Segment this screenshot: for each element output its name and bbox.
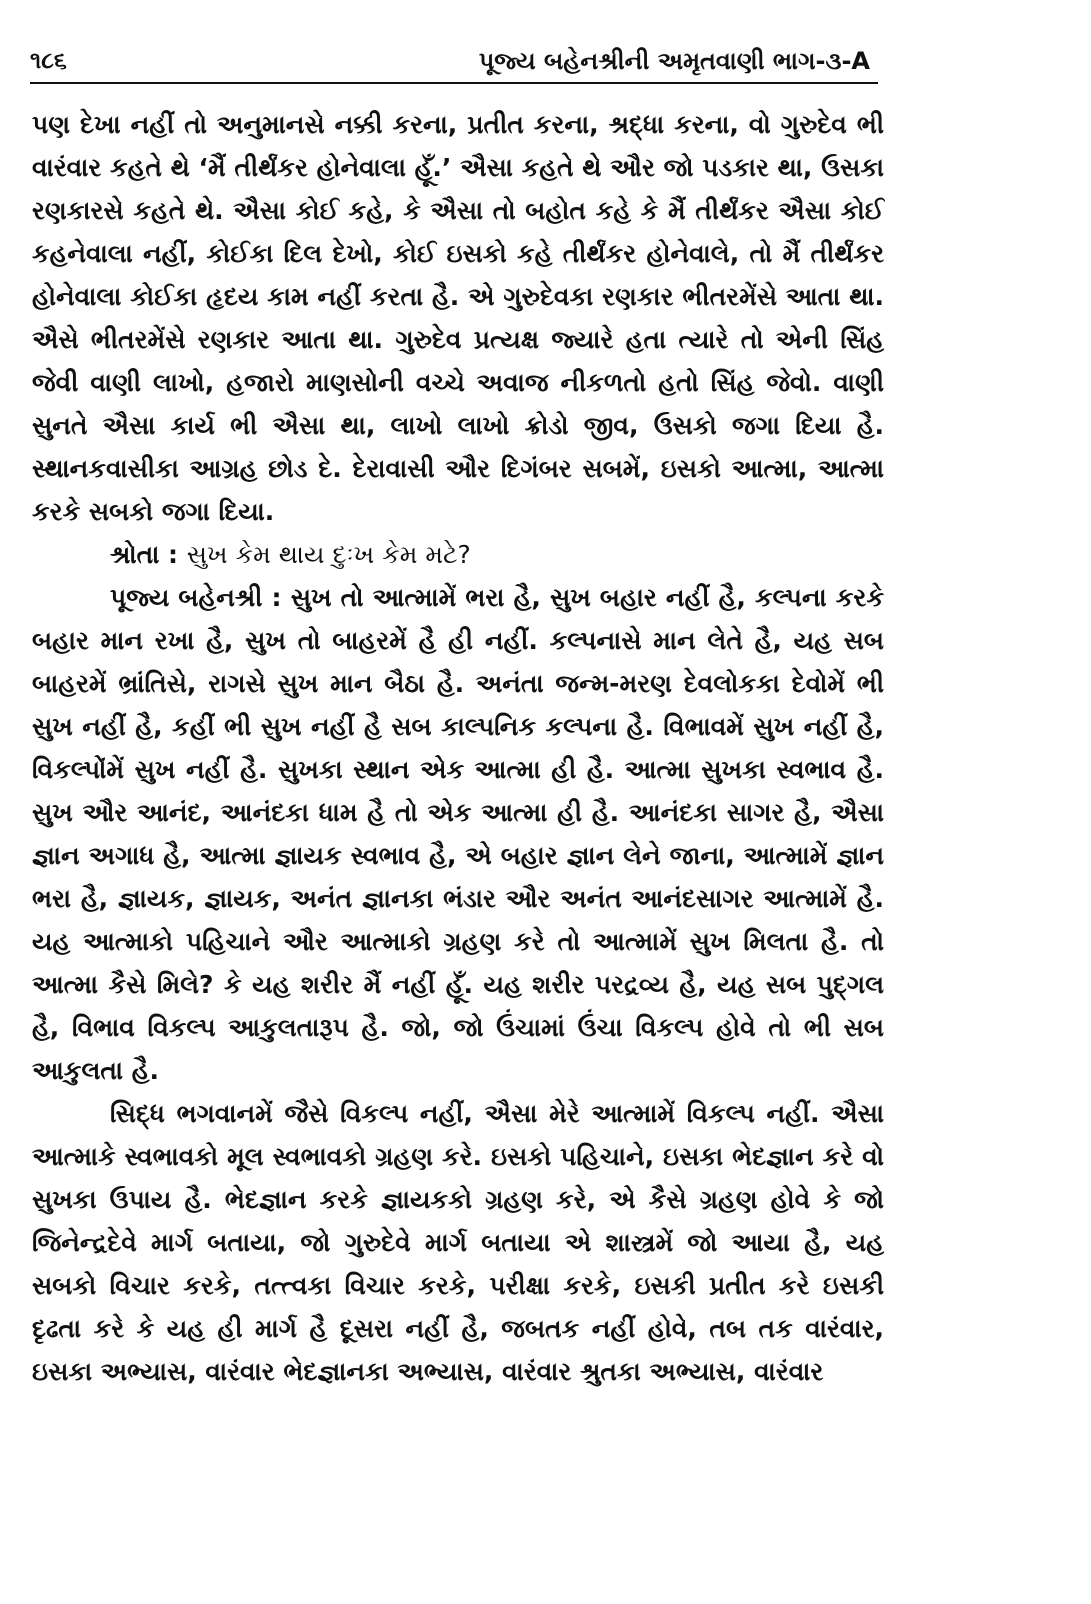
page-header [30, 40, 878, 84]
body-text [32, 103, 884, 1393]
running-title: પૂજ્ય બહેનશ્રીની અમૃતવાણી ભાગ-૩-A [478, 47, 870, 75]
paragraph-1-text: પણ દેખા નહીં તો અનુમાનસે નક્કી કરના, પ્રતીત કરના, શ્રદ્ધા કરના, વો ગુરુદેવ ભી વારંવાર કહતે થે ‘મૈં તીર્થંકર હોનેવાલા હૂઁ.’ ઐસા કહતે થે ઔર જો પડકાર થા, ઉસકા રણકારસે કહતે થે. ઐસા કોઈ કહે, કે ઐસા તો બહોત કહે કે મૈં તીર્થંકર ઐસા કોઈ કહનેવાલા નહીં, કોઈકા દિલ દેખો, કોઈ ઇસકો કહે તીર્થંકર હોનેવાલે, તો મૈં તીર્થંકર હોનેવાલા કોઈકા હૃદય કામ નહીં કરતા હૈ. એ ગુરુદેવકા રણકાર ભીતરમેંસે આતા થા. ઐસે ભીતરમેંસે રણકાર આતા થા. ગુરુદેવ પ્રત્યક્ષ જ્યારે હતા ત્યારે તો એની સિંહ જેવી વાણી લાખો, હજારો માણસોની વચ્ચે અવાજ નીકળતો હતો સિંહ જેવો. વાણી સુનતે ઐસા કાર્ય ભી ઐસા થા, લાખો લાખો ક્રોડો જીવ, ઉસકો જગા દિયા હૈ. સ્થાનકવાસીકા આગ્રહ છોડ દે. દેરાવાસી ઔર દિગંબર સબમેં, ઇસકો આત્મા, આત્મા કરકે સબકો જગા દિયા. [32, 110, 884, 526]
page-number: ૧૮૬ [30, 48, 67, 74]
paragraph-question [32, 533, 884, 576]
speaker-behenshri: પૂજ્ય બહેનશ્રી : [110, 583, 282, 612]
paragraph-1 [32, 103, 884, 533]
paragraph-answer [32, 576, 884, 1092]
paragraph-4 [32, 1092, 884, 1393]
speaker-listener: શ્રોતા : [110, 540, 179, 569]
answer-text: સુખ તો આત્મામેં ભરા હૈ, સુખ બહાર નહીં હૈ, કલ્પના કરકે બહાર માન રખા હૈ, સુખ તો બાહરમેં હૈ હી નહીં. કલ્પનાસે માન લેતે હૈ, યહ સબ બાહરમેં ભ્રાંતિસે, રાગસે સુખ માન બૈઠા હૈ. અનંતા જન્મ-મરણ દેવલોકકા દેવોમેં ભી સુખ નહીં હૈ, કહીં ભી સુખ નહીં હૈ સબ કાલ્પનિક કલ્પના હૈ. વિભાવમેં સુખ નહીં હૈ, વિકલ્પોંમેં સુખ નહીં હૈ. સુખકા સ્થાન એક આત્મા હી હૈ. આત્મા સુખકા સ્વભાવ હૈ. સુખ ઔર આનંદ, આનંદકા ધામ હૈ તો એક આત્મા હી હૈ. આનંદકા સાગર હૈ, ઐસા જ્ઞાન અગાધ હૈ, આત્મા જ્ઞાયક સ્વભાવ હૈ, એ બહાર જ્ઞાન લેને જાના, આત્મામેં જ્ઞાન ભરા હૈ, જ્ઞાયક, જ્ઞાયક, અનંત જ્ઞાનકા ભંડાર ઔર અનંત આનંદસાગર આત્મામેં હૈ. યહ આત્માકો પહિચાને ઔર આત્માકો ગ્રહણ કરે તો આત્મામેં સુખ મિલતા હૈ. તો આત્મા કૈસે મિલે? કે યહ શરીર મૈં નહીં હૂઁ. યહ શરીર પરદ્રવ્ય હૈ, યહ સબ પુદ્ગલ હૈ, વિભાવ વિકલ્પ આકુલતારૂપ હૈ. જો, જો ઉંચામાં ઉંચા વિકલ્પ હોવે તો ભી સબ આકુલતા હૈ. [32, 583, 884, 1085]
question-text: સુખ કેમ થાય દુઃખ કેમ મટે? [186, 540, 471, 569]
paragraph-4-text: સિદ્ધ ભગવાનમેં જૈસે વિકલ્પ નહીં, ઐસા મેરે આત્મામેં વિકલ્પ નહીં. ઐસા આત્માકે સ્વભાવકો મૂલ સ્વભાવકો ગ્રહણ કરે. ઇસકો પહિચાને, ઇસકા ભેદજ્ઞાન કરે વો સુખકા ઉપાય હૈ. ભેદજ્ઞાન કરકે જ્ઞાયકકો ગ્રહણ કરે, એ કૈસે ગ્રહણ હોવે કે જો જિનેન્દ્રદેવે માર્ગ બતાયા, જો ગુરુદેવે માર્ગ બતાયા એ શાસ્ત્રમેં જો આયા હૈ, યહ સબકો વિચાર કરકે, તત્ત્વકા વિચાર કરકે, પરીક્ષા કરકે, ઇસકી પ્રતીત કરે ઇસકી દૃઢતા કરે કે યહ હી માર્ગ હૈ દૂસરા નહીં હૈ, જબતક નહીં હોવે, તબ તક વારંવાર, ઇસકા અભ્યાસ, વારંવાર ભેદજ્ઞાનકા અભ્યાસ, વારંવાર શ્રુતકા અભ્યાસ, વારંવાર [32, 1099, 885, 1386]
